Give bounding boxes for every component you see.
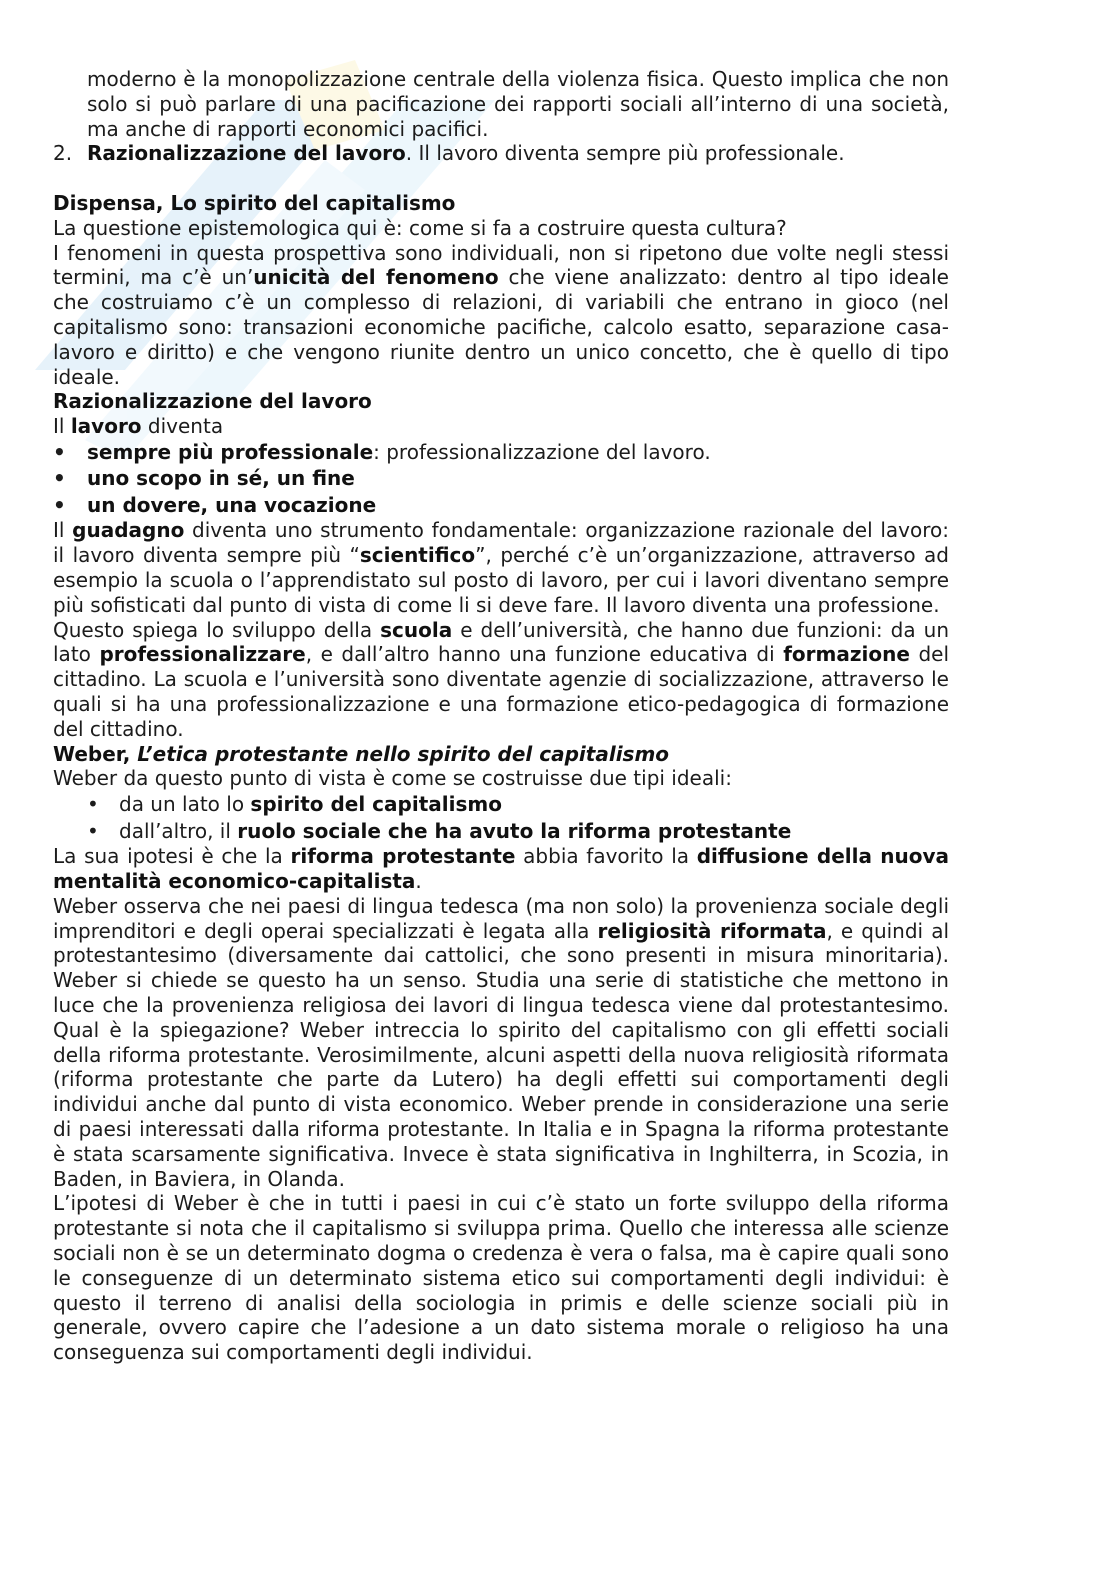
section-heading-razionalizzazione: Razionalizzazione del lavoro xyxy=(53,389,372,414)
bullet-list-lavoro xyxy=(53,439,949,519)
list-item: • uno scopo in sé, un fine xyxy=(53,465,949,492)
paragraph-ipotesi-weber: L’ipotesi di Weber è che in tutti i paesi in cui c’è stato un forte sviluppo della riforma protestante si nota che il capitalismo si sviluppa prima. Quello che interessa alle scienze sociali non è se un determinato dogma o credenza è vera o falsa, ma è capire quali sono le conseguenze di un determinato sistema etico sui comportamenti degli individui: è questo il terreno di analisi della sociologia in primis e delle scienze sociali più in generale, ovvero capire che l’adesione a un dato sistema morale o religioso ha una conseguenza sui comportamenti degli individui. xyxy=(53,1191,949,1365)
item-number: 2. xyxy=(53,141,73,166)
paragraph-question: La questione epistemologica qui è: come si fa a costruire questa cultura? xyxy=(53,215,787,240)
item-text: Razionalizzazione del lavoro. Il lavoro diventa sempre più professionale. xyxy=(87,141,845,166)
section-heading-dispensa: Dispensa, Lo spirito del capitalismo xyxy=(53,190,456,215)
list-item: • sempre più professionale: professionalizzazione del lavoro. xyxy=(53,439,949,466)
list-item: • da un lato lo spirito del capitalismo xyxy=(53,791,949,818)
document-body xyxy=(53,67,949,1365)
paragraph-ipotesi: La sua ipotesi è che la riforma protestante abbia favorito la diffusione della nuova mentalità economico-capitalista. xyxy=(53,844,949,894)
section-heading-weber: Weber, L’etica protestante nello spirito del capitalismo xyxy=(53,741,670,766)
paragraph-tipi-ideali: Weber da questo punto di vista è come se costruisse due tipi ideali: xyxy=(53,766,732,791)
paragraph-fenomeni: I fenomeni in questa prospettiva sono individuali, non si ripetono due volte negli stessi termini, ma c’è un’unicità del fenomeno che viene analizzato: dentro al tipo ideale che costruiamo c’è un complesso di relazioni, di variabili che entrano in gioco (nel capitalismo sono: transazioni economiche pacifiche, calcolo esatto, separazione casa-lavoro e diritto) e che vengono riunite dentro un unico concetto, che è quello di tipo ideale. xyxy=(53,240,949,389)
numbered-item-2 xyxy=(53,141,949,166)
list-item: • dall’altro, il ruolo sociale che ha avuto la riforma protestante xyxy=(53,818,949,845)
paragraph-scuola: Questo spiega lo sviluppo della scuola e dell’università, che hanno due funzioni: da un lato professionalizzare, e dall’altro hanno una funzione educativa di formazione del cittadino. La scuola e l’università sono diventate agenzie di socializzazione, attraverso le quali si ha una professionalizzazione e una formazione etico-pedagogica di formazione del cittadino. xyxy=(53,617,950,741)
list-item: • un dovere, una vocazione xyxy=(53,492,949,519)
paragraph-lavoro-diventa: Il lavoro diventa xyxy=(53,414,224,439)
paragraph-weber-osserva: Weber osserva che nei paesi di lingua tedesca (ma non solo) la provenienza sociale degli imprenditori e degli operai specializzati è legata alla religiosità riformata, e quindi al protestantesimo (diversamente dai cattolici, che sono presenti in misura minoritaria). Weber si chiede se questo ha un senso. Studia una serie di statistiche che mettono in luce che la provenienza religiosa dei lavori di lingua tedesca viene dal protestantesimo. Qual è la spiegazione? Weber intreccia lo spirito del capitalismo con gli effetti sociali della riforma protestante. Verosimilmente, alcuni aspetti della nuova religiosità riformata (riforma protestante che parte da Lutero) ha degli effetti sui comportamenti degli individui anche dal punto di vista economico. Weber prende in considerazione una serie di paesi interessati dalla riforma protestante. In Italia e in Spagna la riforma protestante è stata scarsamente significativa. Invece è stata significativa in Inghilterra, in Scozia, in Baden, in Baviera, in Olanda. xyxy=(53,893,950,1191)
paragraph-guadagno: Il guadagno diventa uno strumento fondamentale: organizzazione razionale del lavoro: il lavoro diventa sempre più “scientifico”, perché c’è un’organizzazione, attraverso ad esempio la scuola o l’apprendistato sul posto di lavoro, per cui i lavori diventano sempre più sofisticati dal punto di vista di come li si deve fare. Il lavoro diventa una professione. xyxy=(53,518,949,617)
paragraph-continuation: moderno è la monopolizzazione centrale della violenza fisica. Questo implica che non solo si può parlare di una pacificazione dei rapporti sociali all’interno di una società, ma anche di rapporti economici pacifici. xyxy=(87,67,949,141)
bullet-list-tipi-ideali xyxy=(53,791,949,844)
